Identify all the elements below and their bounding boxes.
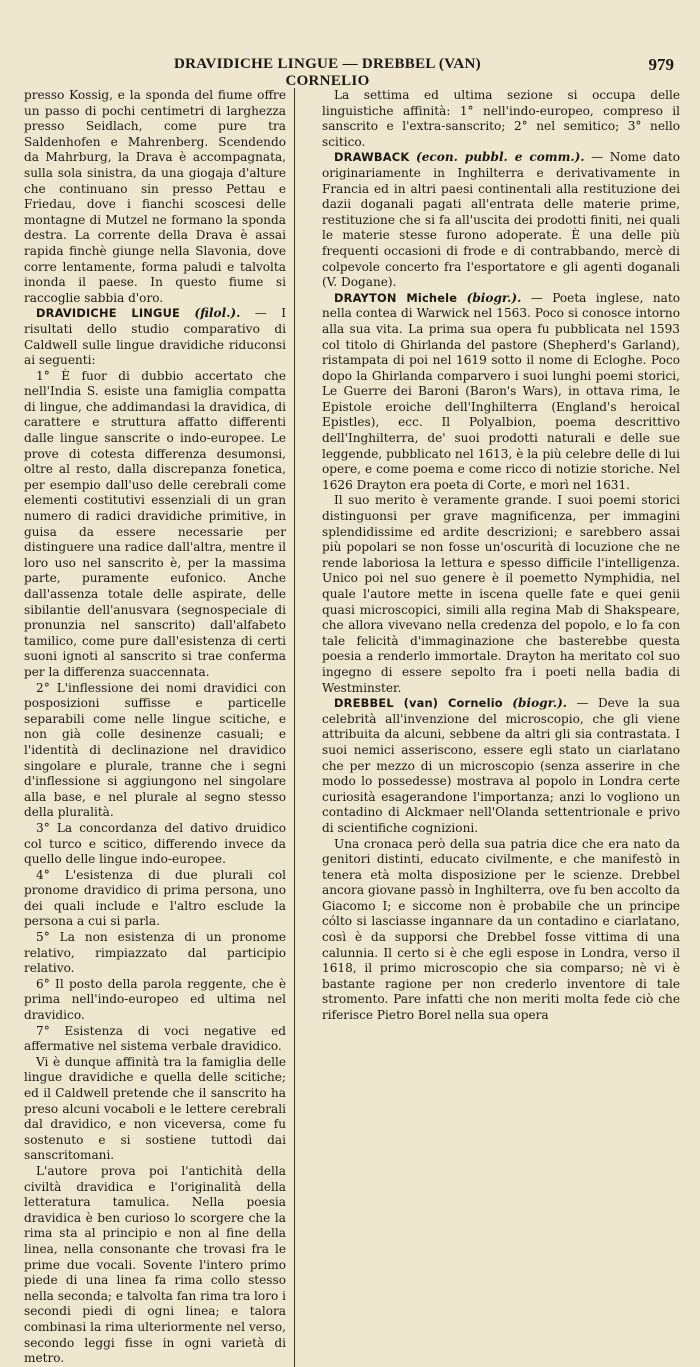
- entry-drebbel: [322, 696, 680, 836]
- entry-dravidiche-lingue: [24, 306, 286, 368]
- paragraph-point-2: 2° L'inflessione dei nomi dravidici con posposizioni suffisse e particelle separabili come nelle lingue scitiche, e non già colle desinenze casuali; e l'identità di declinazione nel dravidico singolare e plurale, tranne che i segni d'inflessione si aggiungono nel singolare alla base, e nel plurale al segno stesso della pluralità.: [24, 680, 286, 820]
- column-divider: [294, 88, 314, 1367]
- entry-headword: DREBBEL (van) Cornelio: [334, 696, 503, 711]
- paragraph-point-7: 7° Esistenza di voci negative ed affermative nel sistema verbale dravidico.: [24, 1023, 286, 1054]
- entry-drawback: [322, 150, 680, 290]
- entry-drayton: [322, 291, 680, 494]
- paragraph-affinity: Vi è dunque affinità tra la famiglia delle lingue dravidiche e quella delle scitiche; ed il Caldwell pretende che il sanscrito ha preso alcuni vocaboli e le lettere cerebrali dal dravidico, e non viceversa, come fu sostenuto e si sostiene tuttodì dai sanscritomani.: [24, 1054, 286, 1163]
- entry-text: — I risultati dello studio comparativo di Caldwell sulle lingue dravidiche riduconsi ai seguenti:: [24, 306, 286, 368]
- text-columns: [24, 88, 680, 1366]
- entry-headword: DRAWBACK: [334, 150, 410, 165]
- page-number: 979: [648, 55, 674, 74]
- paragraph-point-1: 1° È fuor di dubbio accertato che nell'India S. esiste una famiglia compatta di lingue, che addimandasi la dravidica, di carattere e struttura affatto differenti dalle lingue sanscrite o indo-europee. Le prove di cotesta differenza desumonsi, oltre al resto, dalla discrepanza fonetica, per esempio dall'uso delle cerebrali come elementi costitutivi essenziali di un gran numero di radici dravidiche primitive, in guisa da essere necessarie per distinguere una radice dall'altra, mentre il loro uso nel sanscrito è, per la massima parte, puramente eufonico. Anche dall'assenza totale delle aspirate, delle sibilantie dell'anusvara (segnospeciale di pronunzia nel sanscrito) dall'alfabeto tamilico, come pure dall'esistenza di certi suoni ignoti al sanscrito si trae conferma per la differenza suaccennata.: [24, 368, 286, 679]
- paragraph-poetry: L'autore prova poi l'antichità della civiltà dravidica e l'originalità della letteratura tamulica. Nella poesia dravidica è ben curioso lo scorgere che la rima sta al principio e non al fine della linea, nella consonante che trovasi fra le prime due vocali. Sovente l'intero primo piede di una linea fa rima collo stesso nella seconda; e talvolta fan rima tra loro i secondi piedi di ogni linea; e talora combinasi la rima ulteriormente nel verso, secondo leggi fisse in ogni varietà di metro.: [24, 1163, 286, 1366]
- entry-label: (biogr.).: [466, 290, 522, 305]
- page-header: [150, 55, 678, 89]
- entry-text: — Nome dato originariamente in Inghilterra e derivativamente in Francia ed in altri paesi continentali alla restituzione dei dazii doganali pagati all'entrata delle materie prime, restituzione che si fa all'uscita dei prodotti finiti, nei quali le materie stesse furono adoperate. È una delle più frequenti occasioni di frode e di contrabbando, mercè di colpevole concerto fra l'esportatore e gli agenti doganali (V. Dogane).: [322, 150, 680, 290]
- paragraph-drava-continuation: presso Kossig, e la sponda del fiume offre un passo di pochi centimetri di larghezza presso Seidlach, come pure tra Saldenhofen e Mahrenberg. Scendendo da Mahrburg, la Drava è accompagnata, sulla sola sinistra, da una giogaja d'alture che continuano sin presso Pettau e Friedau, dove i fianchi scoscesi delle montagne di Mutzel ne formano la sponda destra. La corrente della Drava è assai rapida finchè giunge nella Slavonia, dove corre lentamente, forma paludi e talvolta inonda il paese. In questo fiume si raccoglie sabbia d'oro.: [24, 88, 286, 305]
- entry-label: (filol.).: [194, 306, 241, 321]
- entry-headword: DRAYTON Michele: [334, 290, 458, 305]
- paragraph-point-3: 3° La concordanza del dativo druidico col turco e scitico, differendo invece da quello delle lingue indo-europee.: [24, 820, 286, 867]
- entry-text: — Poeta inglese, nato nella contea di Warwick nel 1563. Poco si conosce intorno alla sua vita. La prima sua opera fu pubblicata nel 1593 col titolo di Ghirlanda del pastore (Shepherd's Garland), ristampata di poi nel 1619 sotto il nome di Ecloghe. Poco dopo la Ghirlanda comparvero i suoi lunghi poemi storici, Le Guerre dei Baroni (Baron's Wars), in ottava rima, le Epistole eroiche dell'Inghilterra (England's heroical Epistles), ecc. Il Polyalbion, poema descrittivo dell'Inghilterra, de' suoi prodotti naturali e delle sue leggende, pubblicato nel 1613, è la più celebre delle di lui opere, e come poema e come ricco di notizie storiche. Nel 1626 Drayton era poeta di Corte, e morì nel 1631.: [322, 290, 680, 492]
- entry-text: — Deve la sua celebrità all'invenzione del microscopio, che gli viene attribuita da alcuni, sebbene da altri gli sia contrastata. I suoi nemici asseriscono, essere egli stato un ciarlatano che per mezzo di un microscopio (senza asserire in che modo lo possedesse) mostrava al popolo in Londra certe curiosità esagerandone l'importanza; anzi lo vogliono un contadino di Alckmaer nell'Olanda settentrionale e privo di scientifiche cognizioni.: [322, 696, 680, 835]
- right-column: [320, 88, 680, 1367]
- paragraph-drayton-merit: Il suo merito è veramente grande. I suoi poemi storici distinguonsi per grave magnificenza, per immagini splendidissime ed ardite descrizioni; e sarebbero assai più popolari se non fosse un'oscurità di locuzione che ne rende laboriosa la lettura e spesso difficile l'intelligenza. Unico poi nel suo genere è il poemetto Nymphidia, nel quale l'autore mette in iscena quelle fate e quei genii quasi microscopici, simili alla regina Mab di Shakspeare, che allora vivevano nella credenza del popolo, e lo fa con tale felicità d'immaginazione che basterebbe questa poesia a renderlo immortale. Drayton ha meritato col suo ingegno di essere sepolto fra i poeti nella badia di Westminster.: [322, 493, 680, 695]
- entry-label: (biogr.).: [512, 696, 567, 711]
- entry-label: (econ. pubbl. e comm.).: [415, 150, 585, 165]
- paragraph-point-5: 5° La non esistenza di un pronome relativo, rimpiazzato dal participio relativo.: [24, 930, 286, 976]
- left-column: [24, 88, 292, 1367]
- paragraph-point-6: 6° Il posto della parola reggente, che è prima nell'indo-europeo ed ultima nel dravidico.: [24, 976, 286, 1023]
- entry-headword: DRAVIDICHE LINGUE: [36, 306, 181, 321]
- paragraph-drebbel-chronicle: Una cronaca però della sua patria dice che era nato da genitori distinti, educato civilmente, e che manifestò in tenera età molta disposizione per le scienze. Drebbel ancora giovane passò in Inghilterra, ove fu ben accolto da Giacomo I; e siccome non è probabile che un principe cólto si lasciasse ingannare da un contadino e ciarlatano, così è da supporsi che Drebbel fosse vittima di una calunnia. Il certo si è che egli espose in Londra, verso il 1618, il primo microscopio che sia comparso; nè vi è bastante ragione per non crederlo inventore di tale stromento. Pare infatti che non meriti molta fede ciò che riferisce Pietro Borel nella sua opera: [322, 836, 680, 1023]
- paragraph-point-4: 4° L'esistenza di due plurali col pronome dravidico di prima persona, uno dei quali include e l'altro esclude la persona a cui si parla.: [24, 867, 286, 929]
- paragraph-seventh-section: La settima ed ultima sezione si occupa delle linguistiche affinità: 1° nell'indo-europeo, compreso il sanscrito e l'extra-sanscrito; 2° nel semitico; 3° nello scitico.: [322, 88, 680, 149]
- running-title: DRAVIDICHE LINGUE — DREBBEL (VAN) CORNELIO: [174, 56, 481, 89]
